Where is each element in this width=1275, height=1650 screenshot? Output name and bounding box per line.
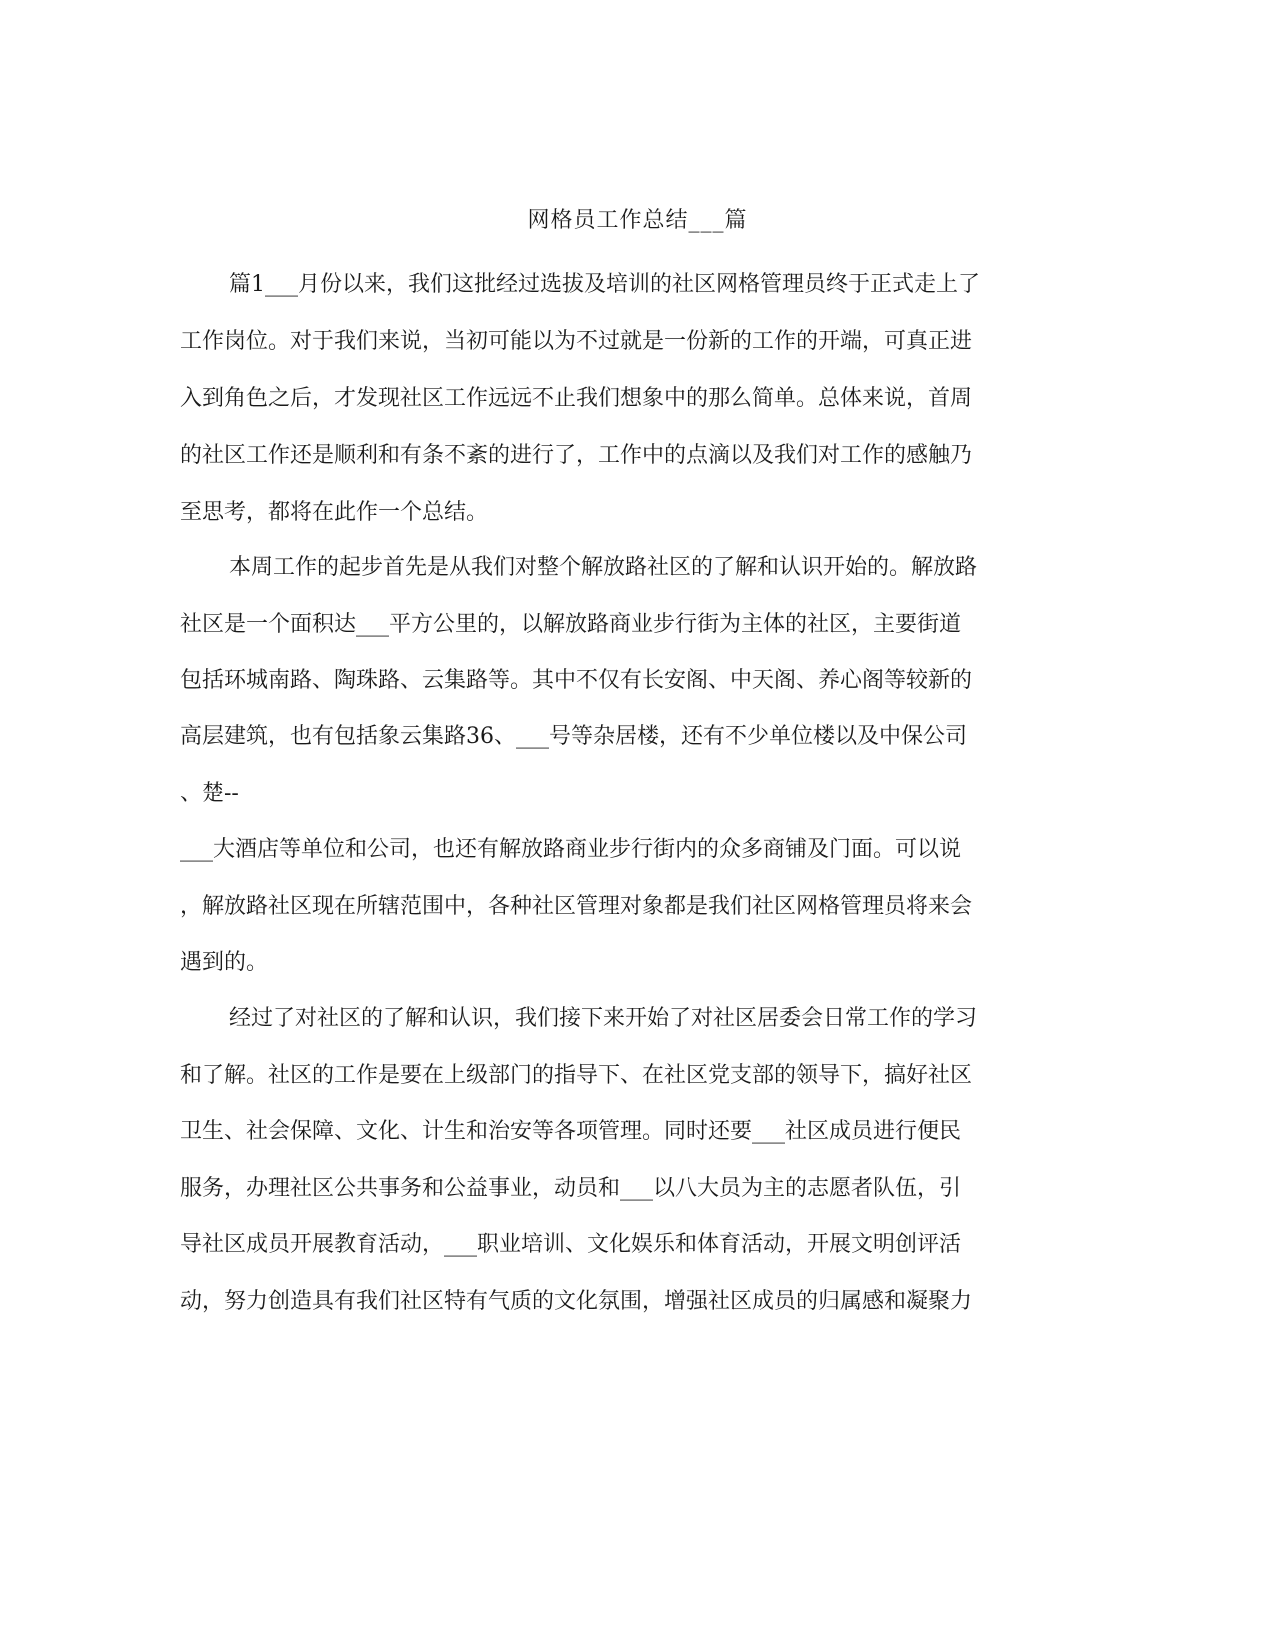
paragraph-3-line-4: 服务，办理社区公共事务和公益事业，动员和___以八大员为主的志愿者队伍，引 xyxy=(180,1176,962,1201)
paragraph-3-line-6: 动，努力创造具有我们社区特有气质的文化氛围，增强社区成员的归属感和凝聚力 xyxy=(180,1289,973,1314)
paragraph-1-line-2: 工作岗位。对于我们来说，当初可能以为不过就是一份新的工作的开端，可真正进 xyxy=(180,329,973,354)
paragraph-3-line-3: 卫生、社会保障、文化、计生和治安等各项管理。同时还要___社区成员进行便民 xyxy=(180,1119,962,1144)
paragraph-1-line-5: 至思考，都将在此作一个总结。 xyxy=(180,500,489,525)
paragraph-3-line-1: 经过了对社区的了解和认识，我们接下来开始了对社区居委会日常工作的学习 xyxy=(229,1006,978,1031)
paragraph-2-line-4: 高层建筑，也有包括象云集路36、___号等杂居楼，还有不少单位楼以及中保公司 xyxy=(180,724,967,749)
paragraph-2-line-6: ___大酒店等单位和公司，也还有解放路商业步行街内的众多商铺及门面。可以说 xyxy=(180,837,962,862)
paragraph-3-line-2: 和了解。社区的工作是要在上级部门的指导下、在社区党支部的领导下，搞好社区 xyxy=(180,1063,973,1088)
paragraph-3-line-5: 导社区成员开展教育活动，___职业培训、文化娱乐和体育活动，开展文明创评活 xyxy=(180,1232,962,1257)
paragraph-1-line-3: 入到角色之后，才发现社区工作远远不止我们想象中的那么简单。总体来说，首周 xyxy=(180,386,973,411)
paragraph-1-line-1: 篇1___月份以来，我们这批经过选拔及培训的社区网格管理员终于正式走上了 xyxy=(229,272,980,297)
document-title: 网格员工作总结___篇 xyxy=(527,208,748,233)
paragraph-1-line-4: 的社区工作还是顺利和有条不紊的进行了，工作中的点滴以及我们对工作的感触乃 xyxy=(180,443,973,468)
paragraph-2-line-2: 社区是一个面积达___平方公里的，以解放路商业步行街为主体的社区，主要街道 xyxy=(180,612,962,637)
paragraph-2-line-7: ，解放路社区现在所辖范围中，各种社区管理对象都是我们社区网格管理员将来会 xyxy=(180,894,973,919)
paragraph-2-line-3: 包括环城南路、陶珠路、云集路等。其中不仅有长安阁、中天阁、养心阁等较新的 xyxy=(180,668,973,693)
paragraph-2-line-5: 、楚-- xyxy=(180,781,239,806)
paragraph-2-line-1: 本周工作的起步首先是从我们对整个解放路社区的了解和认识开始的。解放路 xyxy=(229,555,978,580)
paragraph-2-line-8: 遇到的。 xyxy=(180,950,269,975)
